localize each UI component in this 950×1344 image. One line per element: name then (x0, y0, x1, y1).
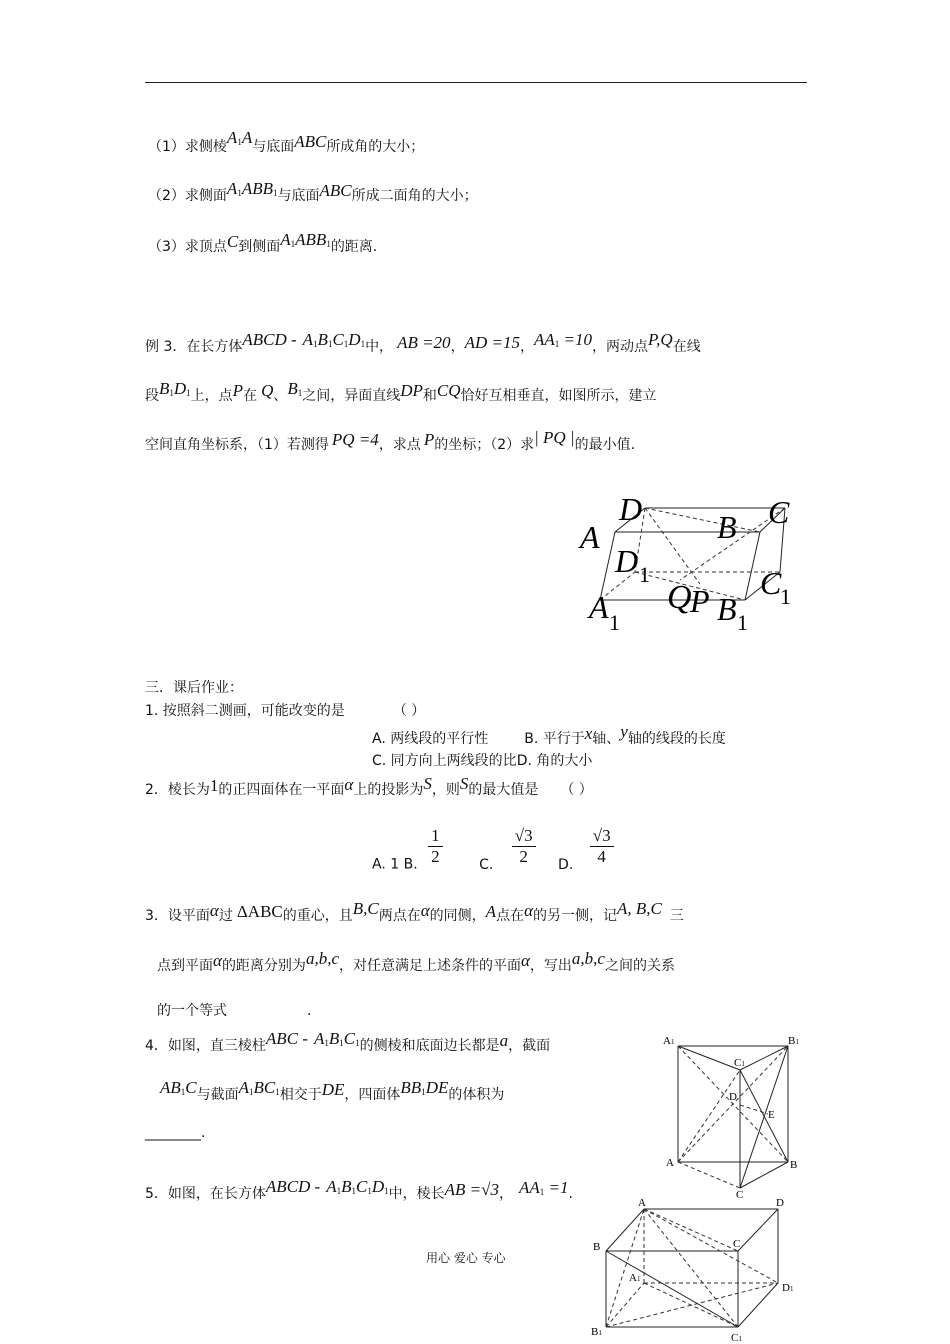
label-D: D (776, 1197, 784, 1209)
label-D: D (729, 1091, 737, 1103)
label-B1: B (717, 591, 737, 627)
label-A1-sub: 1 (609, 610, 620, 635)
label-C1: C (760, 565, 782, 601)
label-B: B (593, 1241, 601, 1253)
label-D1-sub: 1 (639, 562, 650, 587)
question-1: （1）求侧棱$A_1A$与底面ABC所成角的大小； (148, 128, 425, 155)
label-C: C (768, 494, 790, 530)
label-A1: A (589, 589, 609, 625)
example-3-line-2: 段$B_1D_1$上，点P在 Q、$B_1$之间，异面直线DP和CQ恰好互相垂直，如图所示，建立 (145, 379, 657, 404)
problem-3-line-2: 点到平面α的距离分别为a,b,c，对任意满足上述条件的平面α，写出a,b,c之间的关系 (157, 949, 675, 974)
diag-DB (645, 508, 760, 532)
label-C: C (733, 1238, 741, 1250)
problem-2-stem: 2．棱长为1的正四面体在一平面α上的投影为S，则S的最大值是 （ ） (145, 774, 593, 798)
label-C1: C1 (731, 1332, 742, 1344)
problem-3-line-1: 3．设平面α过 ΔABC的重心，且B,C两点在α的同侧，A点在α的另一侧，记A, B,C 三 (145, 899, 684, 924)
label-A: A (666, 1157, 674, 1169)
prism-figure-problem-4 (660, 1030, 805, 1198)
label-C1-sub: 1 (780, 584, 791, 609)
label-C: C (736, 1189, 744, 1198)
label-D1: D1 (782, 1282, 794, 1294)
label-C1: C1 (734, 1057, 745, 1069)
problem-4-blank: ________. (145, 1125, 206, 1141)
problem-1-options-cd: C. 同方向上两线段的比D. 角的大小 (372, 753, 593, 769)
header-rule (145, 82, 807, 83)
problem-1-options-ab: A. 两线段的平行性 B. 平行于x轴、y轴的线段的长度 (372, 722, 726, 747)
label-A1: A1 (629, 1272, 641, 1284)
label-B1: B1 (591, 1326, 602, 1338)
problem-4-line-2: $AB_1C$与截面$A_1BC_1$相交于DE，四面体$BB_1DE$的体积为 (160, 1078, 505, 1103)
label-D: D (619, 491, 643, 527)
problem-2-options: A. 1 B. $\frac{1}{2}$ C. $\frac{√3}{2}$ D. $\frac{√3}{4}$ (372, 826, 614, 873)
problem-5-line-1: 5．如图，在长方体ABCD - $A_1B_1C_1D_1$中，棱长AB =√3， $AA_1 =1$. (145, 1177, 573, 1202)
problem-4-line-1: 4．如图，直三棱柱ABC - $A_1B_1C_1$的侧棱和底面边长都是a，截面 (145, 1029, 551, 1054)
question-2: （2）求侧面$A_1ABB_1$与底面ABC所成二面角的大小； (148, 179, 478, 204)
label-A1: A1 (663, 1035, 675, 1047)
line-DP (645, 508, 700, 584)
label-D1: D (615, 543, 639, 579)
label-Q: Q (667, 579, 692, 616)
label-E: E (768, 1109, 775, 1121)
label-P: P (690, 583, 710, 619)
label-B1-sub: 1 (737, 610, 748, 635)
label-A: A (638, 1197, 646, 1209)
homework-title: 三．课后作业： (145, 680, 243, 696)
example-3-line-3: 空间直角坐标系，（1）若测得 PQ =4，求点 P的坐标；（2）求| PQ |的最小值. (145, 428, 636, 453)
page-footer: 用心 爱心 专心 (426, 1251, 506, 1265)
problem-3-line-3: 的一个等式 . (157, 1003, 312, 1019)
problem-1-stem: 1. 按照斜二测画，可能改变的是 （ ） (145, 703, 426, 719)
question-3: （3）求顶点C到侧面$A_1ABB_1$的距离. (148, 230, 378, 255)
label-B: B (790, 1159, 798, 1171)
example-3-line-1: 例 3．在长方体ABCD - $A_1B_1C_1D_1$中， AB =20，AD =15，$AA_1 =10$，两动点P,Q在线 (145, 330, 701, 355)
cuboid-figure-example-3 (575, 490, 805, 635)
label-B1: B1 (788, 1035, 799, 1047)
label-B: B (717, 509, 737, 545)
cuboid-figure-problem-5 (588, 1195, 803, 1344)
label-A: A (580, 519, 600, 555)
